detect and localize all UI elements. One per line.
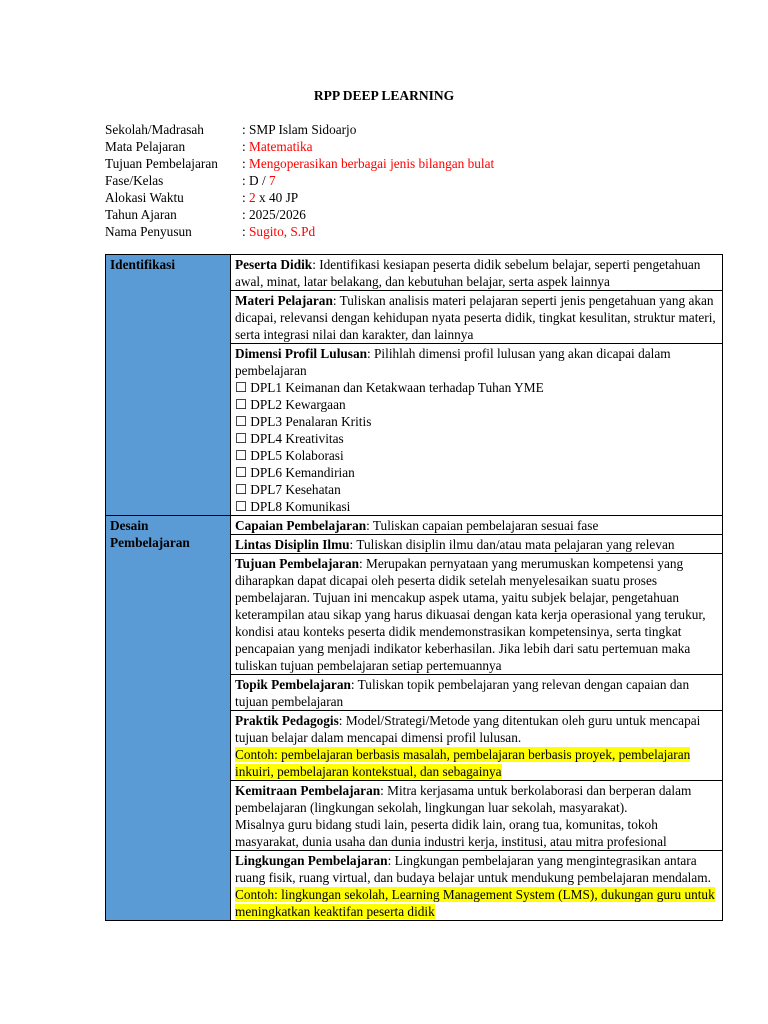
cell-lintas-disiplin [231, 535, 723, 554]
term: Peserta Didik [235, 257, 313, 272]
meta-value: 2 [249, 190, 256, 205]
meta-row-subject [105, 138, 494, 155]
cell-materi [231, 291, 723, 344]
meta-block [105, 121, 494, 240]
checkbox-dpl7[interactable]: ☐ DPL7 Kesehatan [235, 482, 341, 497]
checkbox-dpl5[interactable]: ☐ DPL5 Kolaborasi [235, 448, 344, 463]
meta-row-author [105, 223, 494, 240]
rpp-table [105, 254, 723, 921]
term: Tujuan Pembelajaran [235, 556, 359, 571]
example-highlight: Contoh: pembelajaran berbasis masalah, pembelajaran berbasis proyek, pembelajaran inkuiri, pembelajaran kontekstual, dan sebagainya [235, 747, 691, 779]
meta-row-year [105, 206, 494, 223]
section-header-desain: Desain Pembelajaran [106, 516, 231, 921]
meta-value: D / [249, 173, 269, 188]
meta-label: Tujuan Pembelajaran [105, 156, 218, 171]
cell-topik [231, 675, 723, 711]
meta-label: Alokasi Waktu [105, 190, 184, 205]
meta-label: Nama Penyusun [105, 224, 192, 239]
description: : Mitra kerjasama untuk berkolaborasi dan berperan dalam pembelajaran (lingkungan sekolah, lingkungan luar sekolah, masyarakat). [235, 783, 692, 815]
description: : Tuliskan capaian pembelajaran sesuai fase [366, 518, 599, 533]
term: Dimensi Profil Lulusan [235, 346, 368, 361]
meta-colon: : [242, 207, 250, 222]
cell-praktik-pedagogis [231, 711, 723, 781]
meta-colon: : [242, 122, 250, 137]
term: Lintas Disiplin Ilmu [235, 537, 350, 552]
term: Capaian Pembelajaran [235, 518, 367, 533]
cell-lingkungan [231, 851, 723, 921]
meta-value: 2025/2026 [249, 207, 306, 222]
meta-label: Tahun Ajaran [105, 207, 177, 222]
table-row [106, 516, 723, 535]
meta-value: Matematika [249, 139, 313, 154]
description-extra: Misalnya guru bidang studi lain, peserta didik lain, orang tua, komunitas, tokoh masyarakat, dunia usaha dan dunia industri kerja, institusi, atau mitra profesional [235, 817, 667, 849]
table-row [106, 255, 723, 291]
meta-label: Fase/Kelas [105, 173, 164, 188]
meta-label: Sekolah/Madrasah [105, 122, 204, 137]
meta-colon: : [242, 224, 250, 239]
cell-tujuan [231, 554, 723, 675]
description: : Tuliskan disiplin ilmu dan/atau mata pelajaran yang relevan [349, 537, 675, 552]
meta-colon: : [242, 156, 250, 171]
cell-dimensi-profil [231, 344, 723, 516]
section-header-identifikasi: Identifikasi [106, 255, 231, 516]
checkbox-dpl8[interactable]: ☐ DPL8 Komunikasi [235, 499, 351, 514]
document-title: RPP DEEP LEARNING [313, 88, 455, 103]
description: : Merupakan pernyataan yang merumuskan kompetensi yang diharapkan dapat dicapai oleh peserta didik setelah menyelesaikan suatu proses pembelajaran. Tujuan ini mencakup aspek utama, yaitu subjek belajar, pengetahuan keterampilan atau sikap yang harus dikuasai dengan kata kerja operasional yang terukur, kondisi atau konteks peserta didik mendemonstrasikan kompetensinya, serta tingkat pencapaian yang menjadi indikator keberhasilan. Jika lebih dari satu pertemuan maka tuliskan tujuan pembelajaran setiap pertemuannya [235, 556, 706, 673]
meta-row-school [105, 121, 494, 138]
meta-value-class: 7 [268, 173, 276, 188]
meta-label: Mata Pelajaran [105, 139, 186, 154]
cell-kemitraan [231, 781, 723, 851]
description: : Lingkungan pembelajaran yang mengintegrasikan antara ruang fisik, ruang virtual, dan budaya belajar untuk mendukung pembelajaran mendalam. [235, 853, 711, 885]
meta-row-time [105, 189, 494, 206]
checkbox-dpl4[interactable]: ☐ DPL4 Kreativitas [235, 431, 344, 446]
term: Kemitraan Pembelajaran [235, 783, 381, 798]
term: Materi Pelajaran [235, 293, 333, 308]
term: Topik Pembelajaran [235, 677, 351, 692]
term: Praktik Pedagogis [235, 713, 339, 728]
description: : Identifikasi kesiapan peserta didik sebelum belajar, seperti pengetahuan awal, minat, latar belakang, dan kebutuhan belajar, serta aspek lainnya [235, 257, 701, 289]
meta-colon: : [242, 139, 250, 154]
description: : Pilihlah dimensi profil lulusan yang akan dicapai dalam pembelajaran [235, 346, 671, 378]
description: : Model/Strategi/Metode yang ditentukan oleh guru untuk mencapai tujuan belajar dalam mencapai dimensi profil lulusan. [235, 713, 701, 745]
description: : Tuliskan topik pembelajaran yang relevan dengan capaian dan tujuan pembelajaran [235, 677, 690, 709]
cell-peserta-didik [231, 255, 723, 291]
meta-value-unit: x 40 JP [255, 190, 299, 205]
term: Lingkungan Pembelajaran [235, 853, 388, 868]
cell-capaian [231, 516, 723, 535]
checkbox-dpl6[interactable]: ☐ DPL6 Kemandirian [235, 465, 355, 480]
meta-row-phase [105, 172, 494, 189]
meta-colon: : [242, 173, 250, 188]
checkbox-dpl2[interactable]: ☐ DPL2 Kewargaan [235, 397, 346, 412]
example-highlight: Contoh: lingkungan sekolah, Learning Management System (LMS), dukungan guru untuk meningkatkan keaktifan peserta didik [235, 887, 715, 919]
checkbox-dpl1[interactable]: ☐ DPL1 Keimanan dan Ketakwaan terhadap Tuhan YME [235, 380, 544, 395]
checkbox-dpl3[interactable]: ☐ DPL3 Penalaran Kritis [235, 414, 372, 429]
meta-value: Sugito, S.Pd [249, 224, 316, 239]
description: : Tuliskan analisis materi pelajaran seperti jenis pengetahuan yang akan dicapai, relevansi dengan kehidupan nyata peserta didik, tingkat kesulitan, struktur materi, serta integrasi nilai dan karakter, dan lainnya [235, 293, 716, 342]
meta-colon: : [242, 190, 250, 205]
meta-value: SMP Islam Sidoarjo [249, 122, 357, 137]
meta-row-objective [105, 155, 494, 172]
meta-value: Mengoperasikan berbagai jenis bilangan bulat [249, 156, 495, 171]
